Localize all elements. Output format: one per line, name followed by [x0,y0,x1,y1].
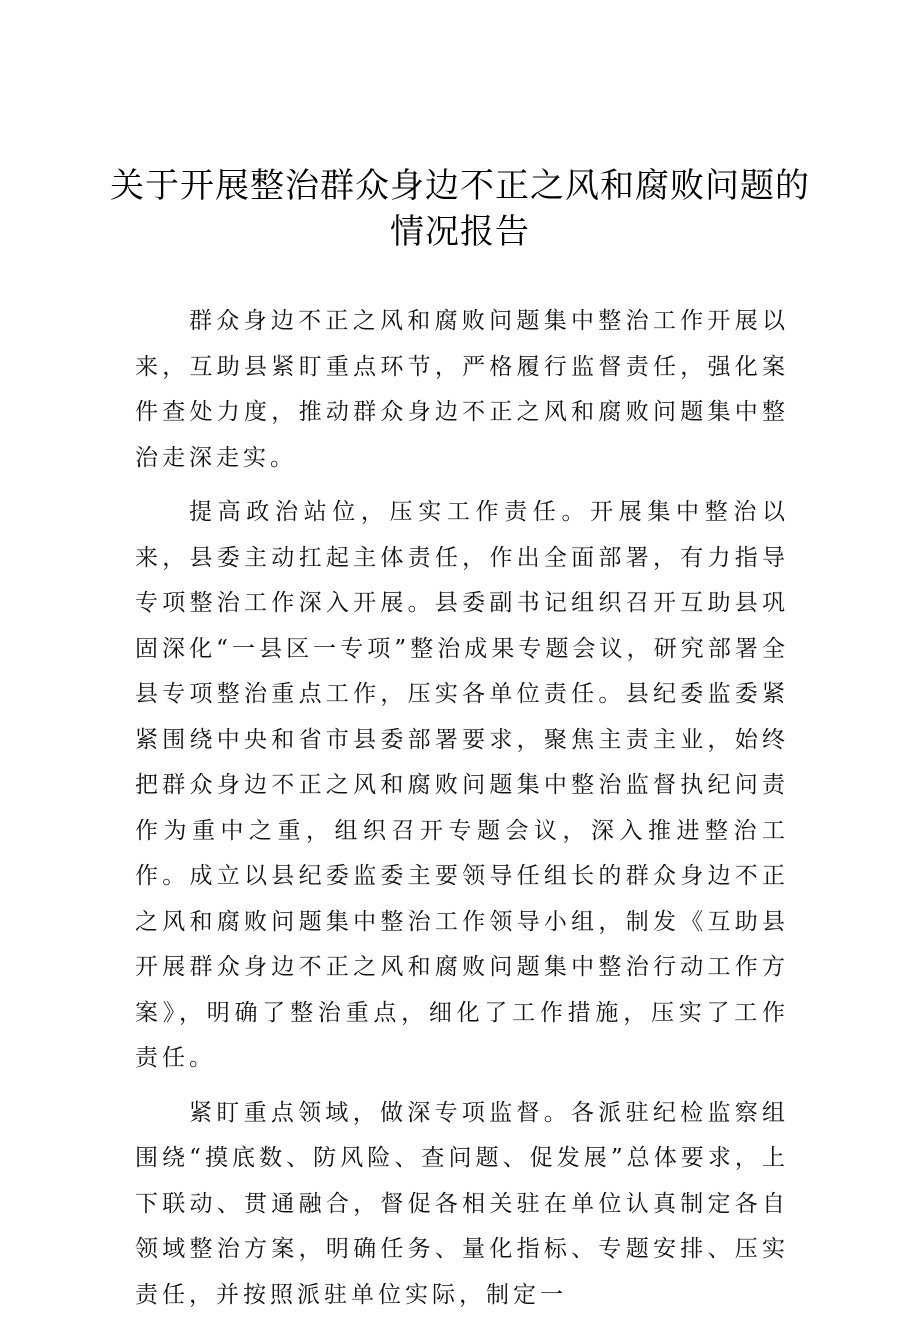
document-title: 关于开展整治群众身边不正之风和腐败问题的情况报告 [110,166,810,252]
paragraph-political-stance: 提高政治站位，压实工作责任。开展集中整治以来，县委主动扛起主体责任，作出全面部署，有力指导专项整治工作深入开展。县委副书记组织召开互助县巩固深化“一县区一专项”整治成果专题会议，研究部署全县专项整治重点工作，压实各单位责任。县纪委监委紧紧围绕中央和省市县委部署要求，聚焦主责主业，始终把群众身边不正之风和腐败问题集中整治监督执纪问责作为重中之重，组织召开专题会议，深入推进整治工作。成立以县纪委监委主要领导任组长的群众身边不正之风和腐败问题集中整治工作领导小组，制发《互助县开展群众身边不正之风和腐败问题集中整治行动工作方案》，明确了整治重点，细化了工作措施，压实了工作责任。 [135,499,789,1071]
paragraph-key-areas: 紧盯重点领域，做深专项监督。各派驻纪检监察组围绕“摸底数、防风险、查问题、促发展”总体要求，上下联动、贯通融合，督促各相关驻在单位认真制定各自领域整治方案，明确任务、量化指标、专题安排、压实责任，并按照派驻单位实际，制定一 [135,1099,789,1308]
paragraph-intro: 群众身边不正之风和腐败问题集中整治工作开展以来，互助县紧盯重点环节，严格履行监督责任，强化案件查处力度，推动群众身边不正之风和腐败问题集中整治走深走实。 [135,308,789,471]
document-body [135,299,789,1327]
